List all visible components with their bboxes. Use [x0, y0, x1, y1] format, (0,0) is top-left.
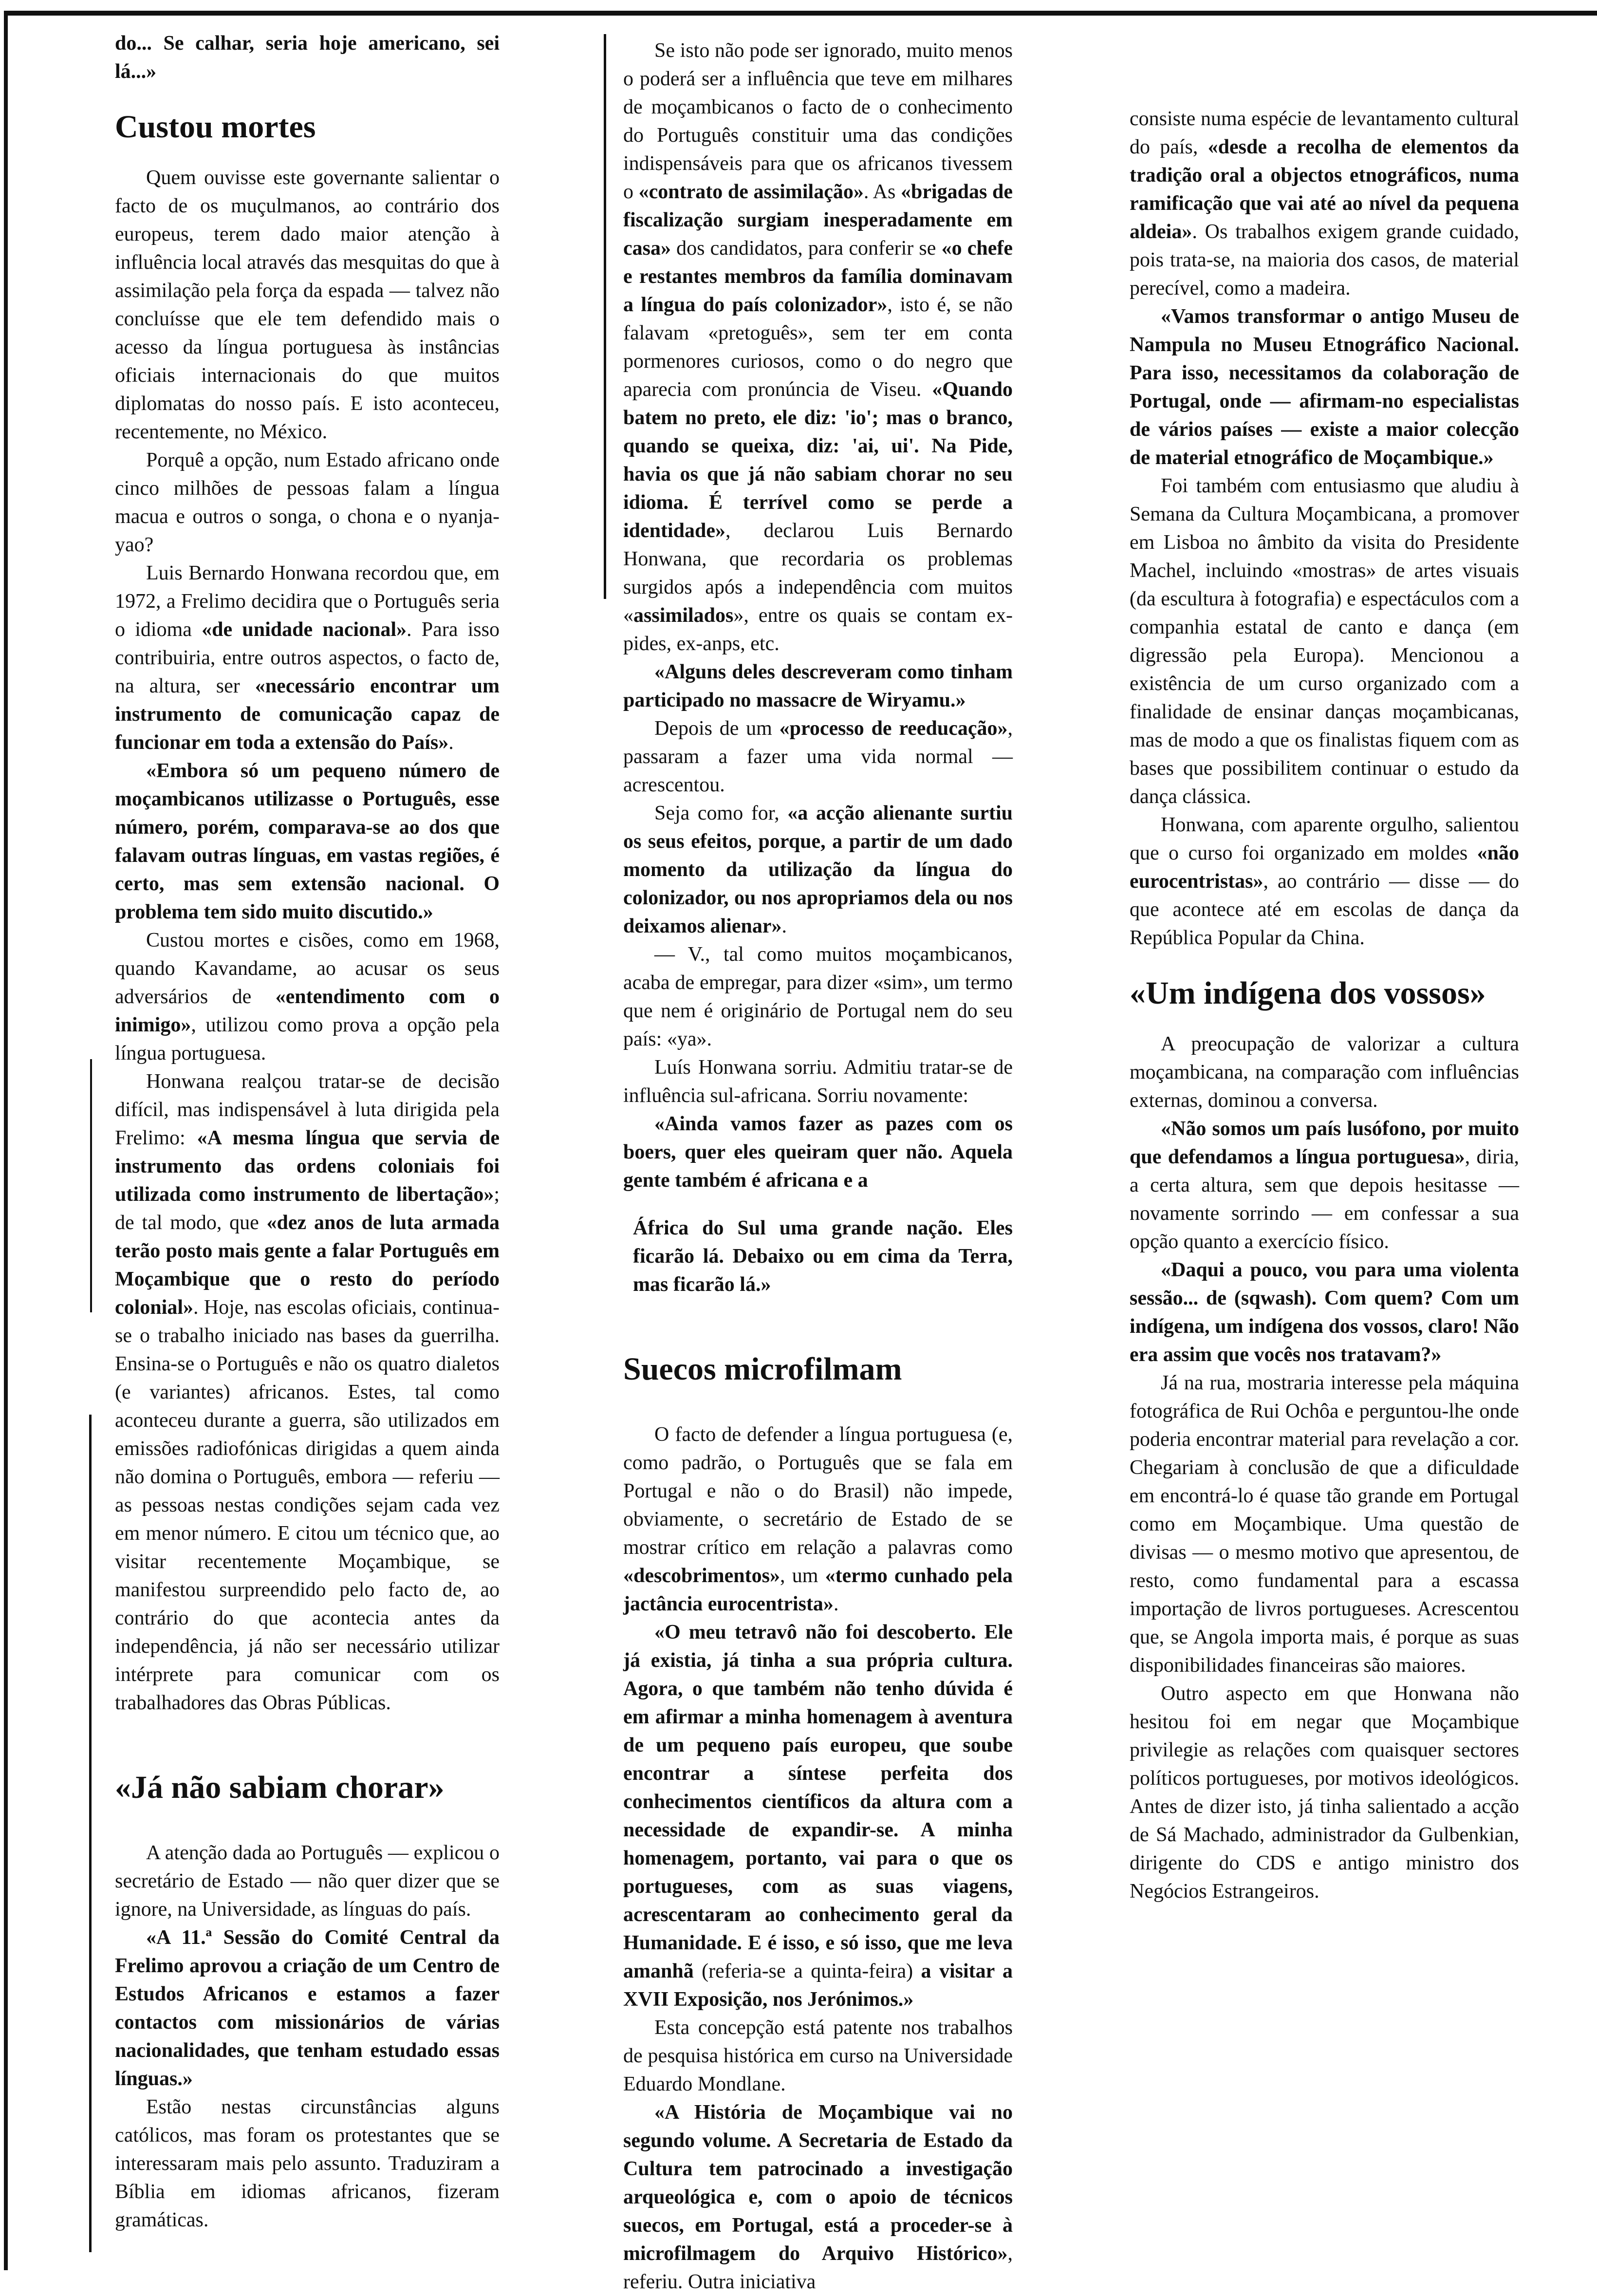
section-heading: «Já não sabiam chorar» [115, 1770, 445, 1805]
paragraph: Estão nestas circunstâncias alguns católicos, mas foram os protestantes que se interessaram mais pelo assunto. Traduziram a Bíblia em idiomas africanos, fizeram gramáticas. [115, 2096, 500, 2231]
article-column-2 [623, 37, 1013, 2296]
paragraph: Porquê a opção, num Estado africano onde cinco milhões de pessoas falam a língua macua e outros o songa, o chona e o nyanja-yao? [115, 449, 500, 556]
paragraph: Honwana, com aparente orgulho, salientou que o curso foi organizado em moldes «não eurocentristas», ao contrário — disse — do que acontece até em escolas de dança da República Popular da China. [1130, 814, 1519, 949]
article-column-3 [1130, 105, 1519, 1905]
quote-paragraph: «A 11.ª Sessão do Comité Central da Frelimo aprovou a criação de um Centro de Estudos Africanos e estamos a fazer contactos com missionários de várias nacionalidades, que tenham estudado essas línguas.» [115, 1926, 500, 2090]
column-rule [89, 1415, 92, 2252]
paragraph: Foi também com entusiasmo que aludiu à Semana da Cultura Moçambicana, a promover em Lisboa no âmbito da visita do Presidente Machel, incluindo «mostras» de artes visuais (da escultura à fotografia) e espectáculos com a companhia estatal de canto e dança (em digressão pela Europa). Mencionou a existência de um curso organizado com a finalidade de ensinar danças moçambicanas, mas de modo a que os finalistas fiquem com as bases que possibilitem continuar o estudo da dança clássica. [1130, 475, 1519, 808]
paragraph: Custou mortes e cisões, como em 1968, quando Kavandame, ao acusar os seus adversários de «entendimento com o inimigo», utilizou como prova a opção pela língua portuguesa. [115, 929, 500, 1064]
paragraph: Luis Bernardo Honwana recordou que, em 1972, a Frelimo decidira que o Português seria o idioma «de unidade nacional». Para isso contribuiria, entre outros aspectos, o facto de, na altura, ser «necessário encontrar um instrumento de comunicação capaz de funcionar em toda a extensão do País». [115, 562, 500, 754]
paragraph: «Não somos um país lusófono, por muito que defendamos a língua portuguesa», diria, a certa altura, sem que depois hesitasse — novamente sorrindo — em confessar a sua opção quanto a exercício físico. [1130, 1118, 1520, 1253]
quote-paragraph: «Embora só um pequeno número de moçambicanos utilizasse o Português, esse número, porém, comparava-se ao dos que falavam outras línguas, em vastas regiões, é certo, mas sem extensão nacional. O problema tem sido muito discutido.» [115, 760, 500, 923]
paragraph: Honwana realçou tratar-se de decisão difícil, mas indispensável à luta dirigida pela Frelimo: «A mesma língua que servia de instrumento das ordens coloniais foi utilizada como instrumento de libertação»; de tal modo, que «dez anos de luta armada terão posto mais gente a falar Português em Moçambique que o resto do período colonial». Hoje, nas escolas oficiais, continua-se o trabalho iniciado nas bases da guerrilha. Ensina-se o Português e não os quatro dialetos (e variantes) africanos. Estes, tal como aconteceu durante a guerra, são utilizados em emissões radiofónicas dirigidas a quem ainda não domina o Português, embora — referiu — as pessoas nestas condições sejam cada vez em menor número. E citou um técnico que, ao visitar recentemente Moçambique, se manifestou surpreendido pelo facto de, ao contrário do que acontecia antes da independência, já não ser necessário utilizar intérprete para comunicar com os trabalhadores das Obras Públicas. [115, 1070, 500, 1714]
section-heading: Suecos microfilmam [623, 1351, 902, 1387]
paragraph: Quem ouvisse este governante salientar o facto de os muçulmanos, ao contrário dos europeus, terem dado maior atenção à influência local através das mesquitas do que à assimilação pela força da espada — talvez não concluísse que ele tem defendido mais o acesso da língua portuguesa às instâncias oficiais internacionais do que muitos diplomatas do nosso país. E isto aconteceu, recentemente, no México. [115, 167, 500, 443]
quote-paragraph: África do Sul uma grande nação. Eles ficarão lá. Debaixo ou em cima da Terra, mas ficarão lá.» [633, 1217, 1013, 1296]
column-rule [90, 1059, 92, 1312]
paragraph: A preocupação de valorizar a cultura moçambicana, na comparação com influências externas, dominou a conversa. [1130, 1033, 1519, 1112]
quote-paragraph: «O meu tetravô não foi descoberto. Ele já existia, já tinha a sua própria cultura. Agora, o que também não tenho dúvida é em afirmar a minha homenagem à aventura de um pequeno país europeu, que soube encontrar a síntese perfeita dos conhecimentos científicos da altura com a necessidade de expandir-se. A minha homenagem, portanto, vai para o que os portugueses, com as suas viagens, acrescentaram ao conhecimento geral da Humanidade. E é isso, e só isso, que me leva amanhã (referia-se a quinta-feira) a visitar a XVII Exposição, nos Jerónimos.» [623, 1621, 1013, 2011]
quote-paragraph: «Alguns deles descreveram como tinham participado no massacre de Wiryamu.» [623, 661, 1013, 711]
paragraph: Esta concepção está patente nos trabalhos de pesquisa histórica em curso na Universidade Eduardo Mondlane. [623, 2016, 1013, 2095]
paragraph: Depois de um «processo de reeducação», passaram a fazer uma vida normal — acrescentou. [623, 717, 1013, 796]
section-heading: «Um indígena dos vossos» [1130, 975, 1486, 1011]
paragraph: O facto de defender a língua portuguesa (e, como padrão, o Português que se fala em Portugal e não o do Brasil) não impede, obviamente, o secretário de Estado de se mostrar crítico em relação a palavras como «descobrimentos», um «termo cunhado pela jactância eurocentrista». [623, 1423, 1013, 1615]
paragraph: Outro aspecto em que Honwana não hesitou foi em negar que Moçambique privilegie as relações com quaisquer sectores políticos portugueses, por motivos ideológicos. Antes de dizer isto, já tinha salientado a acção de Sá Machado, administrador da Gulbenkian, dirigente do CDS e antigo ministro dos Negócios Estrangeiros. [1130, 1682, 1519, 1903]
paragraph: Luís Honwana sorriu. Admitiu tratar-se de influência sul-africana. Sorriu novamente: [623, 1056, 1013, 1107]
paragraph: Se isto não pode ser ignorado, muito menos o poderá ser a influência que teve em milhares de moçambicanos o facto de o conhecimento do Português constituir uma das condições indispensáveis para que os africanos tivessem o «contrato de assimilação». As «brigadas de fiscalização surgiam inesperadamente em casa» dos candidatos, para conferir se «o chefe e restantes membros da família dominavam a língua do país colonizador», isto é, se não falavam «pretoguês», sem ter em conta pormenores curiosos, como o do negro que aparecia com pronúncia de Viseu. «Quando batem no preto, ele diz: 'io'; mas o branco, quando se queixa, diz: 'ai, ui'. Na Pide, havia os que já não sabiam chorar no seu idioma. É terrível como se perde a identidade», declarou Luis Bernardo Honwana, que recordaria os problemas surgidos após a independência com muitos «assimilados», entre os quais se contam ex-pides, ex-anps, etc. [623, 39, 1013, 655]
quote-paragraph: «Daqui a pouco, vou para uma violenta sessão... de (sqwash). Com quem? Com um indígena, um indígena dos vossos, claro! Não era assim que vocês nos tratavam?» [1130, 1259, 1519, 1366]
column-rule [604, 34, 606, 599]
paragraph: consiste numa espécie de levantamento cultural do país, «desde a recolha de elementos da tradição oral a objectos etnográficos, numa ramificação que vai até ao nível da pequena aldeia». Os trabalhos exigem grande cuidado, pois trata-se, na maioria dos casos, de material perecível, como a madeira. [1130, 108, 1520, 299]
paragraph: «A História de Moçambique vai no segundo volume. A Secretaria de Estado da Cultura tem patrocinado a investigação arqueológica e, com o apoio de técnicos suecos, em Portugal, está a proceder-se à microfilmagem do Arquivo Histórico», referiu. Outra iniciativa [623, 2101, 1013, 2293]
lead-in-quote: do... Se calhar, seria hoje americano, sei lá...» [115, 32, 500, 83]
paragraph: Já na rua, mostraria interesse pela máquina fotográfica de Rui Ochôa e perguntou-lhe onde poderia encontrar material para revelação a cor. Chegariam à conclusão de que a dificuldade em encontrá-lo é quase tão grande em Portugal como em Moçambique. Uma questão de divisas — o mesmo motivo que apresentou, de resto, como fundamental para a escassa importação de livros portugueses. Acrescentou que, se Angola importa mais, é porque as suas disponibilidades financeiras são maiores. [1130, 1372, 1519, 1677]
article-column-1 [115, 29, 500, 2234]
paragraph: Seja como for, «a acção alienante surtiu os seus efeitos, porque, a partir de um dado momento da utilização da língua do colonizador, ou nos apropriamos dela ou nos deixamos alienar». [623, 802, 1013, 937]
paragraph: A atenção dada ao Português — explicou o secretário de Estado — não quer dizer que se ignore, na Universidade, as línguas do país. [115, 1842, 500, 1921]
quote-paragraph: «Vamos transformar o antigo Museu de Nampula no Museu Etnográfico Nacional. Para isso, necessitamos da colaboração de Portugal, onde — afirmam-no especialistas de vários países — existe a maior colecção de material etnográfico de Moçambique.» [1130, 305, 1519, 469]
quote-paragraph: «Ainda vamos fazer as pazes com os boers, quer eles queiram quer não. Aquela gente também é africana e a [623, 1113, 1013, 1192]
section-heading: Custou mortes [115, 109, 316, 145]
paragraph: — V., tal como muitos moçambicanos, acaba de empregar, para dizer «sim», um termo que nem é originário de Portugal nem do seu país: «ya». [623, 943, 1013, 1050]
